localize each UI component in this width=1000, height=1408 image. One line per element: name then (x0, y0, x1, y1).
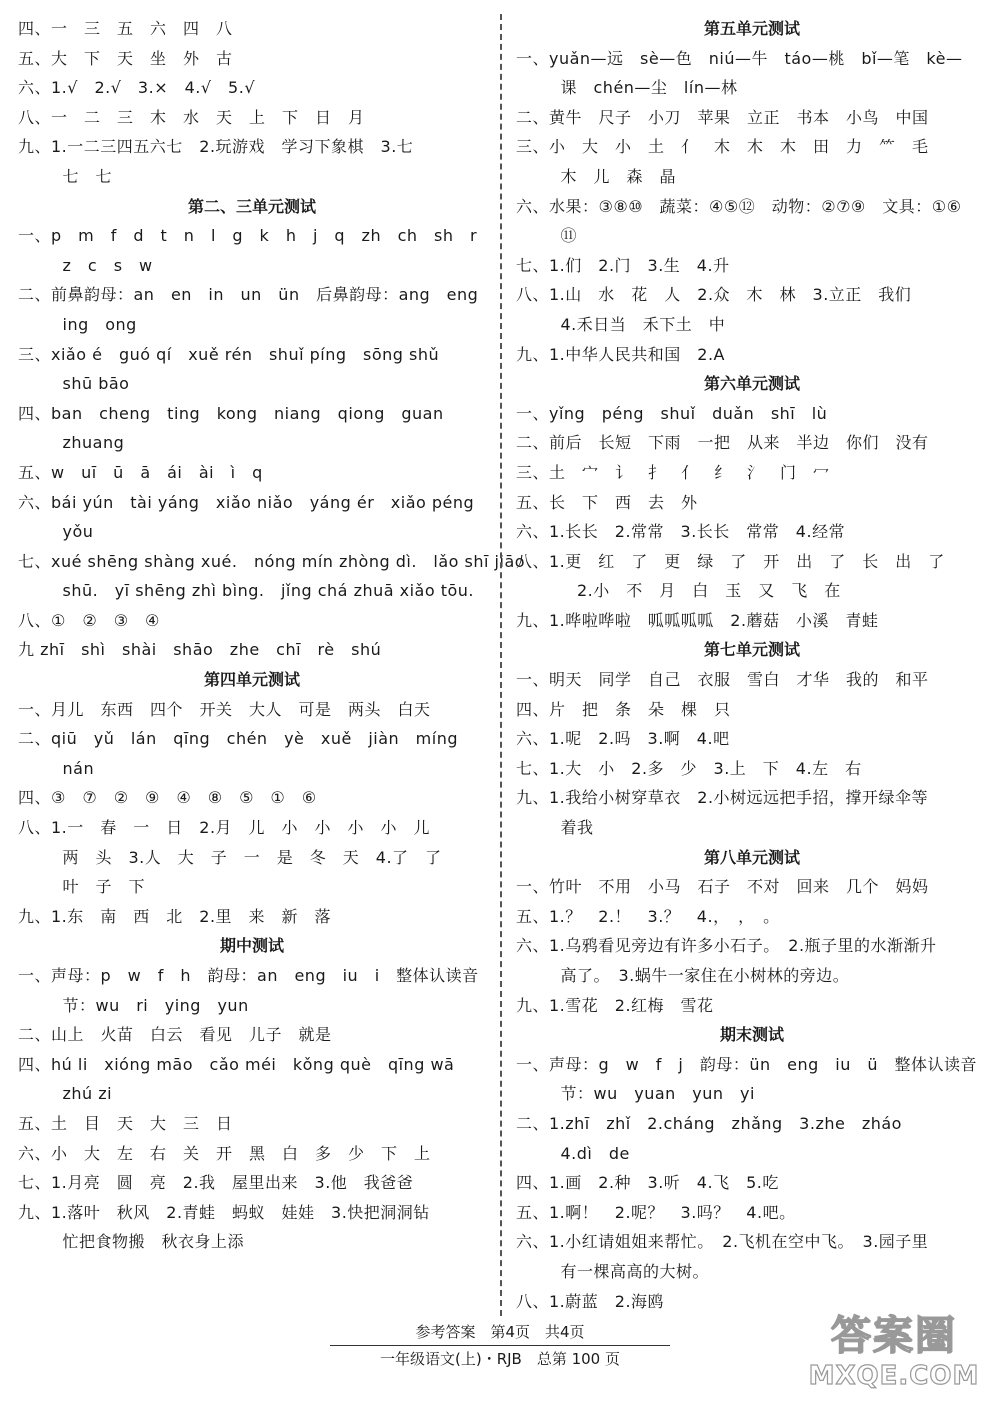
page-footer (300, 1322, 700, 1369)
answer-line: 四、一 三 五 六 四 八 (18, 19, 233, 38)
answer-line: 四、hú li xióng māo cǎo méi kǒng què qīng wā (18, 1054, 455, 1074)
answer-line: 一、声母：p w f h 韵母：an eng iu i 整体认读音 (18, 966, 479, 985)
answer-line: 九、1.哗啦哗啦 呱呱呱呱 2.蘑菇 小溪 青蛙 (516, 610, 879, 630)
answer-line: 三、小 大 小 土 亻 木 木 木 田 力 ⺮ 毛 (516, 137, 929, 157)
answer-line: 叶 子 下 (46, 877, 146, 897)
answer-line: 五、1.？ 2.！ 3.？ 4.， ， 。 (516, 906, 780, 926)
section-title: 第二、三单元测试 (187, 196, 316, 216)
answer-line: 八、一 二 三 木 水 天 上 下 日 月 (18, 107, 365, 127)
answer-line: nán (46, 758, 95, 778)
answer-line: 五、大 下 天 坐 外 古 (18, 48, 233, 68)
answer-line: 七、1.们 2.门 3.生 4.升 (516, 255, 730, 275)
answer-line: 六、1.乌鸦看见旁边有许多小石子。 2.瓶子里的水渐渐升 (516, 936, 937, 956)
section-title: 第四单元测试 (203, 670, 300, 690)
section-title: 第五单元测试 (703, 19, 800, 38)
answer-line: 八、1.更 红 了 更 绿 了 开 出 了 长 出 了 (516, 551, 945, 571)
answer-line: 六、1.√ 2.√ 3.× 4.√ 5.√ (18, 78, 256, 98)
answer-line: zhuang (46, 433, 125, 453)
answer-line: 六、bái yún tài yáng xiǎo niǎo yáng ér xiǎo péng (18, 492, 475, 512)
answer-line: 二、前鼻韵母：an en in un ün 后鼻韵母：ang eng (18, 285, 479, 305)
answer-line: ⑪ (544, 226, 578, 246)
footer-book-info: 一年级语文(上)・RJB 总第 100 页 (379, 1350, 620, 1368)
answer-line: 六、水果：③⑧⑩ 蔬菜：④⑤⑫ 动物：②⑦⑨ 文具：①⑥ (516, 196, 962, 216)
answer-line: 四、ban cheng ting kong niang qiong guan (18, 403, 444, 423)
answer-line: 八、1.山 水 花 人 2.众 木 林 3.立正 我们 (516, 285, 912, 305)
answer-section (18, 14, 486, 192)
answer-line: 六、1.长长 2.常常 3.长长 常常 4.经常 (516, 522, 846, 542)
watermark-text: 答案圈 (831, 1313, 957, 1359)
answer-section (18, 665, 486, 931)
answer-line: 两 头 3.人 大 子 一 是 冬 天 4.了 了 (46, 847, 442, 867)
answer-line: 三、xiǎo é guó qí xuě rén shuǐ píng sōng shǔ (18, 344, 440, 364)
answer-line: 九、1.雪花 2.红梅 雪花 (516, 995, 714, 1015)
answer-line: 二、qiū yǔ lán qīng chén yè xuě jiàn míng (18, 729, 458, 749)
answer-section (516, 369, 988, 635)
answer-line: 二、前后 长短 下雨 一把 从来 半边 你们 没有 (516, 433, 929, 453)
answer-section (516, 1020, 988, 1316)
answer-line: 节：wu ri ying yun (46, 995, 249, 1015)
section-title: 第六单元测试 (703, 374, 800, 394)
answer-line: 忙把食物搬 秋衣身上添 (46, 1232, 245, 1252)
answer-line: yǒu (46, 522, 94, 542)
answer-line: 着我 (544, 818, 594, 838)
answer-line: 一、明天 同学 自己 衣服 雪白 才华 我的 和平 (516, 670, 929, 690)
answer-section (516, 14, 988, 369)
answer-line: 八、1.蔚蓝 2.海鸥 (516, 1291, 665, 1311)
section-title: 期末测试 (719, 1025, 784, 1045)
answer-line: 4.dì de (544, 1143, 630, 1163)
answer-line: 七、1.大 小 2.多 少 3.上 下 4.左 右 (516, 758, 862, 778)
answer-line: 七 七 (46, 166, 113, 186)
answer-line: z c s w (46, 255, 153, 275)
answer-section (516, 635, 988, 842)
answer-line: 九 zhī shì shài shāo zhe chī rè shú (18, 640, 382, 660)
section-title: 第七单元测试 (703, 640, 800, 660)
answer-line: 七、xué shēng shàng xué. nóng mín zhòng dì. lǎo shī jiāo (18, 551, 526, 571)
answer-line: 二、1.zhī zhǐ 2.cháng zhǎng 3.zhe zháo (516, 1113, 902, 1133)
answer-line: 有一棵高高的大树。 (544, 1261, 710, 1281)
answer-line: shū. yī shēng zhì bìng. jǐng chá zhuā xiǎo tōu. (46, 581, 475, 601)
watermark-url: MXQE.COM (808, 1361, 980, 1391)
answer-line: 三、土 宀 讠 扌 亻 纟 氵 门 冖 (516, 462, 830, 482)
answer-line: 五、1.啊！ 2.呢？ 3.吗？ 4.吧。 (516, 1202, 796, 1222)
right-column (516, 14, 988, 1316)
answer-line: 一、p m f d t n l g k h j q zh ch sh r (18, 226, 478, 246)
answer-line: 九、1.东 南 西 北 2.里 来 新 落 (18, 906, 332, 926)
footer-page-info: 参考答案 第4页 共4页 (415, 1323, 585, 1341)
answer-line: 六、小 大 左 右 关 开 黑 白 多 少 下 上 (18, 1143, 431, 1163)
answer-line: 九、1.中华人民共和国 2.A (516, 344, 725, 364)
section-title: 期中测试 (219, 936, 284, 956)
answer-line: shū bāo (46, 374, 130, 394)
answer-line: ing ong (46, 314, 137, 334)
answer-section (516, 843, 988, 1021)
answer-line: 五、土 目 天 大 三 日 (18, 1113, 233, 1133)
answer-line: 九、1.我给小树穿草衣 2.小树远远把手招，撑开绿伞等 (516, 788, 929, 808)
answer-line: 一、yǐng péng shuǐ duǎn shī lù (516, 403, 828, 423)
answer-line: 一、竹叶 不用 小马 石子 不对 回来 几个 妈妈 (516, 877, 929, 897)
answer-line: 4.禾日当 禾下土 中 (544, 314, 726, 334)
answer-line: 一、yuǎn—远 sè—色 niú—牛 táo—桃 bǐ—笔 kè— (516, 48, 963, 68)
answer-line: 二、黄牛 尺子 小刀 苹果 立正 书本 小鸟 中国 (516, 107, 929, 127)
answer-line: 四、1.画 2.种 3.听 4.飞 5.吃 (516, 1173, 779, 1193)
answer-line: 课 chén—尘 lín—林 (544, 78, 738, 98)
footer-rule (330, 1345, 670, 1346)
answer-section (18, 192, 526, 666)
answer-line: 一、声母：g w f j 韵母：ün eng iu ü 整体认读音 (516, 1054, 977, 1074)
answer-line: 一、月儿 东西 四个 开关 大人 可是 两头 白天 (18, 699, 431, 719)
answer-line: 二、山上 火苗 白云 看见 儿子 就是 (18, 1025, 332, 1045)
answer-line: 五、w uī ū ā ái ài ì q (18, 462, 263, 482)
answer-line: 九、1.一二三四五六七 2.玩游戏 学习下象棋 3.七 (18, 137, 414, 157)
answer-line: 九、1.落叶 秋风 2.青蛙 蚂蚁 娃娃 3.快把洞洞钻 (18, 1202, 430, 1222)
answer-line: 木 儿 森 晶 (544, 166, 677, 186)
answer-line: 七、1.月亮 圆 亮 2.我 屋里出来 3.他 我爸爸 (18, 1173, 414, 1193)
answer-line: 六、1.呢 2.吗 3.啊 4.吧 (516, 729, 730, 749)
column-divider (500, 14, 502, 1316)
answer-line: zhú zi (46, 1084, 113, 1104)
watermark-logo (794, 1304, 994, 1400)
answer-line: 八、1.一 春 一 日 2.月 儿 小 小 小 小 儿 (18, 818, 431, 838)
section-title: 第八单元测试 (703, 847, 800, 867)
answer-line: 节：wu yuan yun yi (544, 1084, 755, 1104)
left-column (18, 14, 526, 1257)
answer-line: 高了。 3.蜗牛一家住在小树林的旁边。 (544, 966, 850, 985)
answer-line: 六、1.小红请姐姐来帮忙。 2.飞机在空中飞。 3.园子里 (516, 1232, 929, 1252)
answer-line: 四、③ ⑦ ② ⑨ ④ ⑧ ⑤ ① ⑥ (18, 788, 317, 808)
answer-line: 八、① ② ③ ④ (18, 610, 160, 630)
answer-line: 2.小 不 月 白 玉 又 飞 在 (544, 581, 841, 601)
answer-section (18, 931, 486, 1257)
answer-line: 四、片 把 条 朵 棵 只 (516, 699, 731, 719)
answer-line: 五、长 下 西 去 外 (516, 492, 698, 512)
